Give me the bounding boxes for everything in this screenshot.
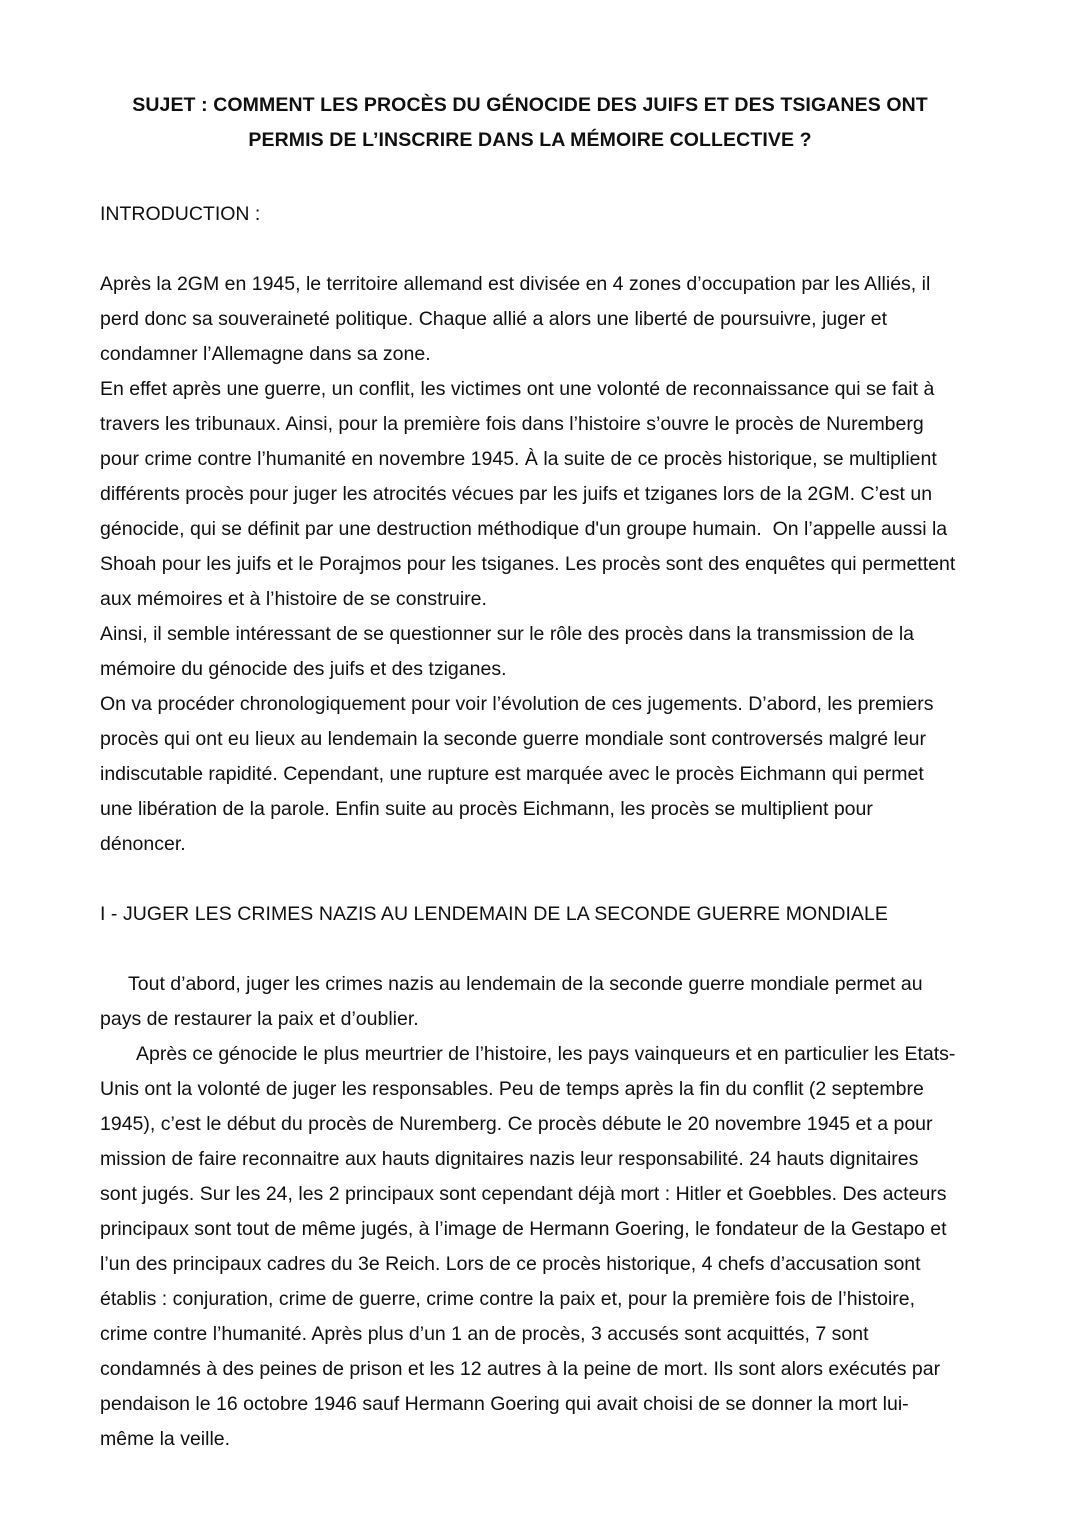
spacer	[100, 862, 960, 897]
intro-paragraph-2: En effet après une guerre, un conflit, les victimes ont une volonté de reconnaissance qui se fait à travers les tribunaux. Ainsi, pour la première fois dans l’histoire s’ouvre le procès de Nuremberg pour crime contre l’humanité en novembre 1945. À la suite de ce procès historique, se multiplient différents procès pour juger les atrocités vécues par les juifs et tziganes lors de la 2GM. C’est un génocide, qui se définit par une destruction méthodique d'un groupe humain. On l’appelle aussi la Shoah pour les juifs et le Porajmos pour les tsiganes. Les procès sont des enquêtes qui permettent aux mémoires et à l’histoire de se construire.	[100, 378, 961, 610]
section-one-paragraph-2: Après ce génocide le plus meurtrier de l’histoire, les pays vainqueurs et en particulier les Etats-Unis ont la volonté de juger les responsables. Peu de temps après la fin du conflit (2 septembre 1945), c’est le début du procès de Nuremberg. Ce procès débute le 20 novembre 1945 et a pour mission de faire reconnaitre aux hauts dignitaires nazis leur responsabilité. 24 hauts dignitaires sont jugés. Sur les 24, les 2 principaux sont cependant déjà mort : Hitler et Goebbles. Des acteurs principaux sont tout de même jugés, à l’image de Hermann Goering, le fondateur de la Gestapo et l’un des principaux cadres du 3e Reich. Lors de ce procès historique, 4 chefs d’accusation sont établis : conjuration, crime de guerre, crime contre la paix et, pour la première fois de l’histoire, crime contre l’humanité. Après plus d’un 1 an de procès, 3 accusés sont acquittés, 7 sont condamnés à des peines de prison et les 12 autres à la peine de mort. Ils sont alors exécutés par pendaison le 16 octobre 1946 sauf Hermann Goering qui avait choisi de se donner la mort lui-même la veille.	[100, 1043, 956, 1450]
spacer	[100, 232, 960, 267]
page-title: SUJET : COMMENT LES PROCÈS DU GÉNOCIDE DES JUIFS ET DES TSIGANES ONT PERMIS DE L’INSCRIRE DANS LA MÉMOIRE COLLECTIVE ?	[132, 94, 928, 151]
section-heading-one: I - JUGER LES CRIMES NAZIS AU LENDEMAIN DE LA SECONDE GUERRE MONDIALE	[100, 903, 888, 925]
spacer	[100, 162, 960, 197]
document-content	[100, 88, 960, 1457]
section-one-paragraph-1: Tout d’abord, juger les crimes nazis au lendemain de la seconde guerre mondiale permet au pays de restaurer la paix et d’oublier.	[100, 973, 928, 1030]
intro-paragraph-3: Ainsi, il semble intéressant de se questionner sur le rôle des procès dans la transmission de la mémoire du génocide des juifs et des tziganes.	[100, 623, 920, 680]
intro-paragraph-4: On va procéder chronologiquement pour voir l’évolution de ces jugements. D’abord, les premiers procès qui ont eu lieux au lendemain la seconde guerre mondiale sont controversés malgré leur indiscutable rapidité. Cependant, une rupture est marquée avec le procès Eichmann qui permet une libération de la parole. Enfin suite au procès Eichmann, les procès se multiplient pour dénoncer.	[100, 693, 939, 855]
intro-paragraph-1: Après la 2GM en 1945, le territoire allemand est divisée en 4 zones d’occupation par les Alliés, il perd donc sa souveraineté politique. Chaque allié a alors une liberté de poursuivre, juger et condamner l’Allemagne dans sa zone.	[100, 273, 936, 365]
spacer	[100, 932, 960, 967]
introduction-label: INTRODUCTION :	[100, 203, 261, 225]
